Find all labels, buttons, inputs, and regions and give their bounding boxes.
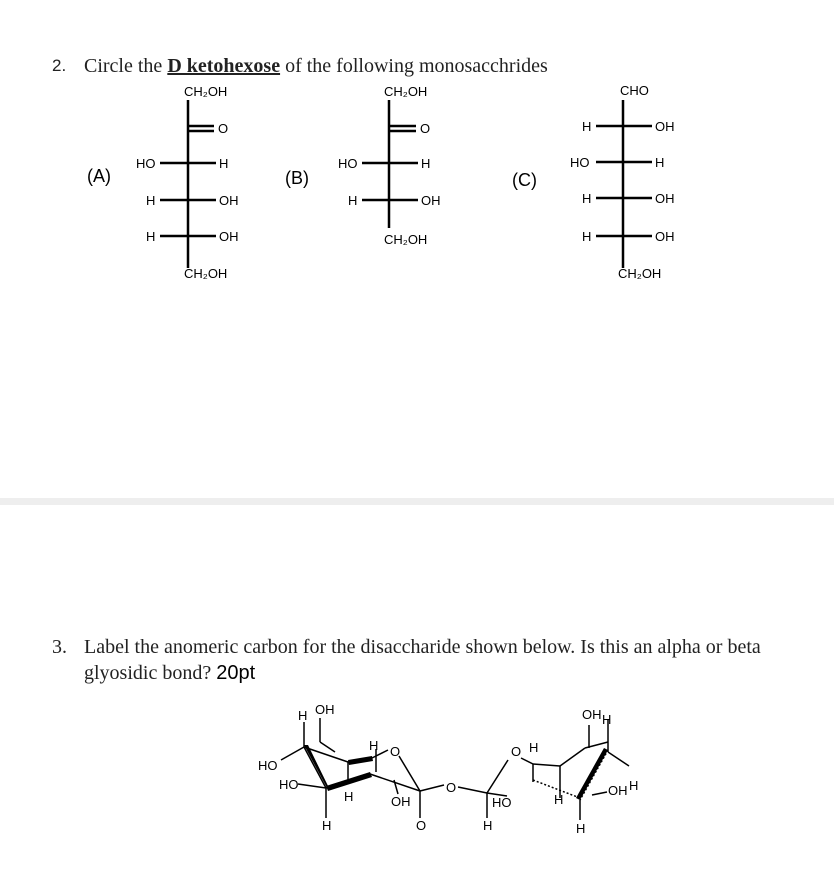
question-text	[84, 53, 548, 79]
question-number: 3.	[52, 636, 67, 658]
option-b-carbonyl: O	[420, 121, 431, 136]
atom-label: H	[322, 818, 332, 833]
atom-label: OH	[608, 783, 628, 798]
atom-label: OH	[582, 707, 602, 722]
option-c-top: CHO	[620, 83, 649, 98]
atom-label: HO	[258, 758, 278, 773]
section-divider	[0, 498, 834, 505]
option-a-c3-right: H	[219, 156, 229, 171]
atom-label: OH	[391, 794, 411, 809]
atom-label: HO	[492, 795, 512, 810]
atom-label: O	[416, 818, 427, 833]
option-c-c2-left: H	[582, 119, 592, 134]
option-a-c5-right: OH	[219, 229, 239, 244]
question-text-line2	[84, 660, 255, 686]
atom-label: H	[554, 792, 564, 807]
option-b-c3-left: HO	[338, 156, 358, 171]
atom-label: H	[629, 778, 639, 793]
option-c-c4-right: OH	[655, 191, 675, 206]
option-a	[160, 100, 216, 268]
option-a-top: CH₂OH	[184, 84, 228, 99]
option-b-label: (B)	[285, 168, 309, 188]
question-text-after: of the following monosacchrides	[280, 55, 548, 77]
points-value: 20pt	[216, 662, 256, 684]
option-c-c4-left: H	[582, 191, 592, 206]
question-emphasis: D ketohexose	[167, 55, 281, 77]
atom-label: O	[390, 744, 401, 759]
atom-label: H	[344, 789, 354, 804]
question-number: 2.	[52, 56, 67, 75]
question-text-line2-text: glyosidic bond?	[84, 662, 217, 684]
option-c-c5-right: OH	[655, 229, 675, 244]
atom-label: H	[298, 708, 308, 723]
option-a-carbonyl: O	[218, 121, 229, 136]
option-c-label: (C)	[512, 170, 537, 190]
fischer-projections	[0, 78, 834, 378]
question-2	[0, 53, 834, 79]
question-text-before: Circle the	[84, 55, 168, 77]
option-b-top: CH₂OH	[384, 84, 428, 99]
option-c-c3-right: H	[655, 155, 665, 170]
atom-label: O	[511, 744, 522, 759]
option-b	[362, 100, 418, 228]
atom-label: H	[602, 712, 612, 727]
option-a-c4-right: OH	[219, 193, 239, 208]
atom-label: H	[576, 821, 586, 836]
option-c-bottom: CH₂OH	[618, 266, 662, 281]
atom-label: H	[483, 818, 493, 833]
option-a-c4-left: H	[146, 193, 156, 208]
option-a-bottom: CH₂OH	[184, 266, 228, 281]
option-b-c4-right: OH	[421, 193, 441, 208]
option-a-c3-left: HO	[136, 156, 156, 171]
option-a-c5-left: H	[146, 229, 156, 244]
question-3	[0, 634, 834, 690]
atom-label: O	[446, 780, 457, 795]
disaccharide-structure	[0, 700, 834, 850]
option-a-label: (A)	[87, 166, 111, 186]
option-c-c3-left: HO	[570, 155, 590, 170]
bond-wedge	[348, 756, 373, 765]
atom-label: HO	[279, 777, 299, 792]
option-b-bottom: CH₂OH	[384, 232, 428, 247]
option-c-c2-right: OH	[655, 119, 675, 134]
atom-label: OH	[315, 702, 335, 717]
option-c-c5-left: H	[582, 229, 592, 244]
option-b-c4-left: H	[348, 193, 358, 208]
question-text-line1: Label the anomeric carbon for the disaccharide shown below. Is this an alpha or beta	[84, 636, 761, 658]
option-c	[596, 100, 652, 268]
atom-label: H	[369, 738, 379, 753]
atom-label: H	[529, 740, 539, 755]
option-b-c3-right: H	[421, 156, 431, 171]
